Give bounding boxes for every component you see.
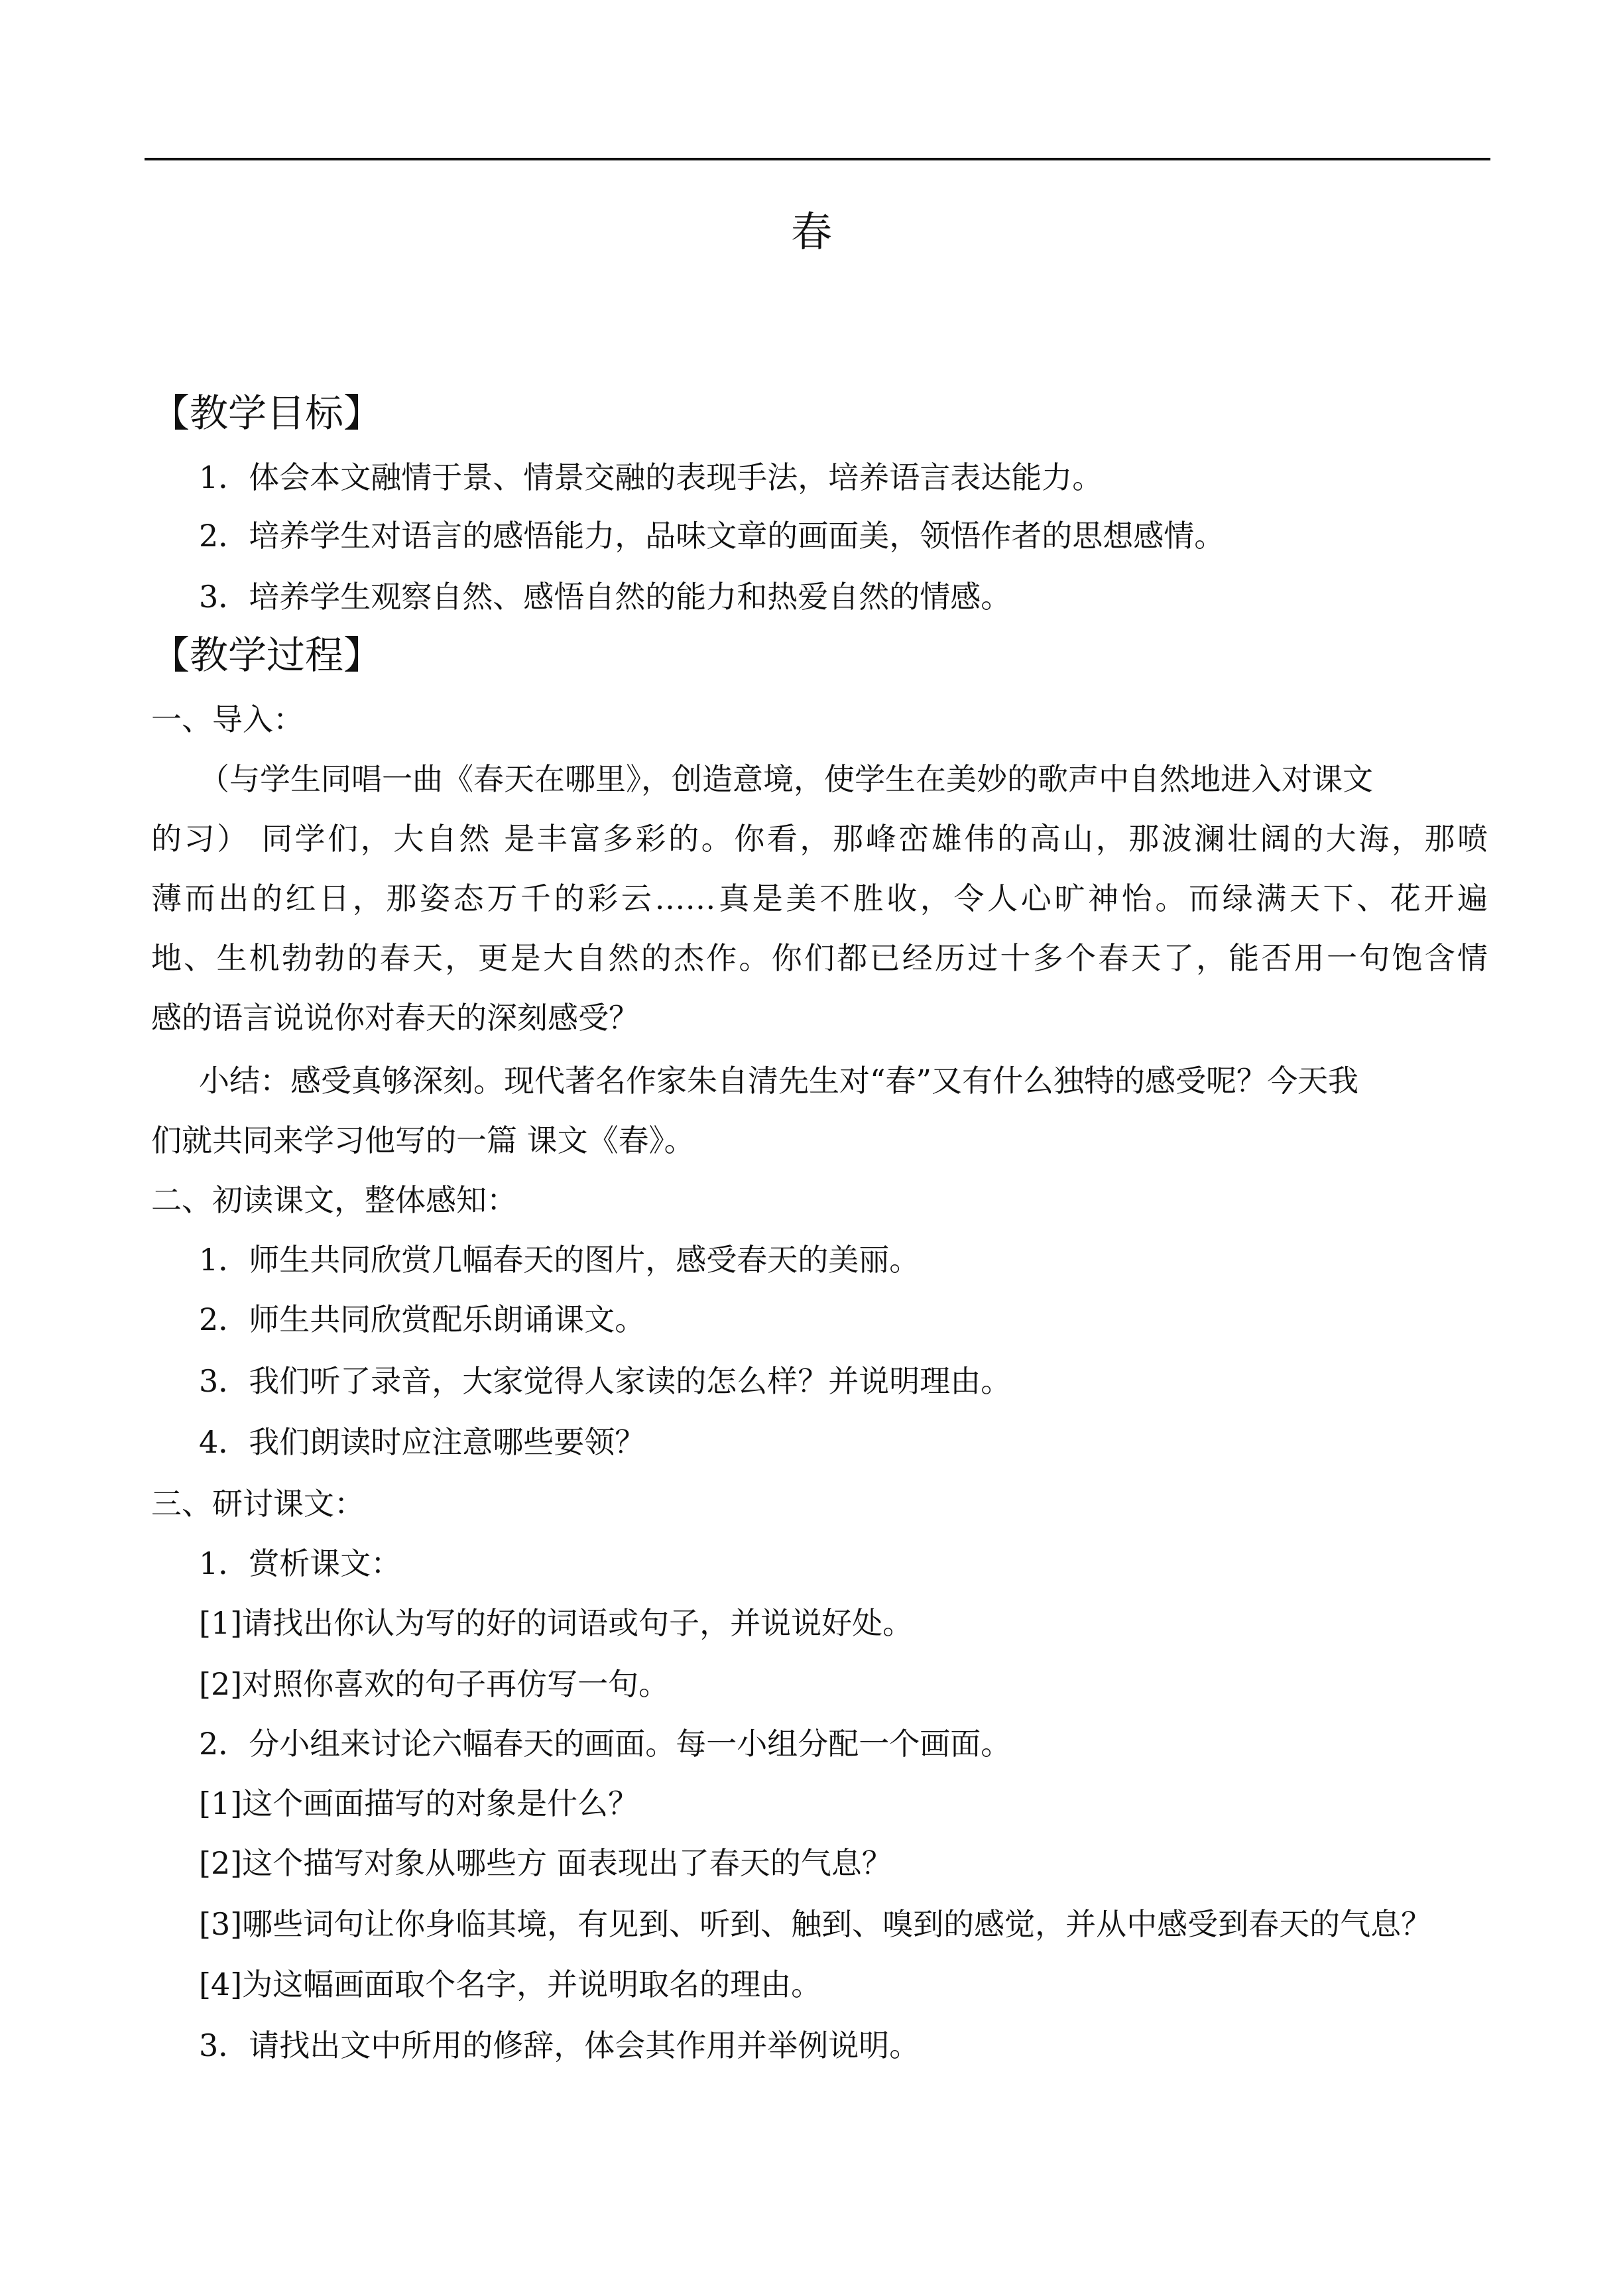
part3-item-1-2: [2]对照你喜欢的句子再仿写一句。 [199,1666,670,1702]
objective-item-3: 3．培养学生观察自然、感悟自然的能力和热爱自然的情感。 [199,579,1012,615]
header-rule [145,158,1490,160]
intro-paragraph-line-1: （与学生同唱一曲《春天在哪里》，创造意境，使学生在美妙的歌声中自然地进入对课文 [199,761,1373,797]
part2-item-1: 1．师生共同欣赏几幅春天的图片，感受春天的美丽。 [199,1242,920,1278]
part3-item-2: 2．分小组来讨论六幅春天的画面。每一小组分配一个画面。 [199,1726,1012,1762]
process-heading: 【教学过程】 [151,633,383,678]
intro-paragraph-line-4: 地、生机勃勃的春天，更是大自然的杰作。你们都已经历过十多个春天了，能否用一句饱含情 [151,940,1488,976]
objective-item-2: 2．培养学生对语言的感悟能力，品味文章的画面美，领悟作者的思想感情。 [199,518,1225,554]
objectives-heading: 【教学目标】 [151,391,383,436]
part2-item-3: 3．我们听了录音，大家觉得人家读的怎么样？并说明理由。 [199,1363,1012,1399]
part3-heading: 三、研讨课文： [151,1486,365,1522]
intro-paragraph-line-5: 感的语言说说你对春天的深刻感受？ [151,1000,639,1036]
part1-heading: 一、导入： [151,701,304,737]
part3-item-2-3: [3]哪些词句让你身临其境，有见到、听到、触到、嗅到的感觉，并从中感受到春天的气息？ [199,1906,1432,1942]
intro-paragraph-line-3: 薄而出的红日，那姿态万千的彩云……真是美不胜收，令人心旷神怡。而绿满天下、花开遍 [151,880,1488,916]
part3-item-3: 3．请找出文中所用的修辞，体会其作用并举例说明。 [199,2027,920,2063]
intro-paragraph-line-2: 的习） 同学们，大自然 是丰富多彩的。你看，那峰峦雄伟的高山，那波澜壮阔的大海，那喷 [151,821,1488,857]
part3-item-1: 1．赏析课文： [199,1545,402,1581]
part2-item-2: 2．师生共同欣赏配乐朗诵课文。 [199,1301,646,1337]
part3-item-2-1: [1]这个画面描写的对象是什么？ [199,1785,639,1821]
page-title: 春 [790,208,832,256]
objective-item-1: 1．体会本文融情于景、情景交融的表现手法，培养语言表达能力。 [199,459,1103,495]
part2-item-4: 4．我们朗读时应注意哪些要领？ [199,1424,646,1460]
summary-paragraph-line-2: 们就共同来学习他写的一篇 课文《春》。 [151,1122,695,1158]
part3-item-2-2: [2]这个描写对象从哪些方 面表现出了春天的气息？ [199,1845,892,1881]
part3-item-2-4: [4]为这幅画面取个名字，并说明取名的理由。 [199,1966,822,2002]
summary-paragraph-line-1: 小结：感受真够深刻。现代著名作家朱自清先生对“春”又有什么独特的感受呢？今天我 [199,1063,1359,1099]
part2-heading: 二、初读课文，整体感知： [151,1182,517,1218]
part3-item-1-1: [1]请找出你认为写的好的词语或句子，并说说好处。 [199,1605,914,1641]
